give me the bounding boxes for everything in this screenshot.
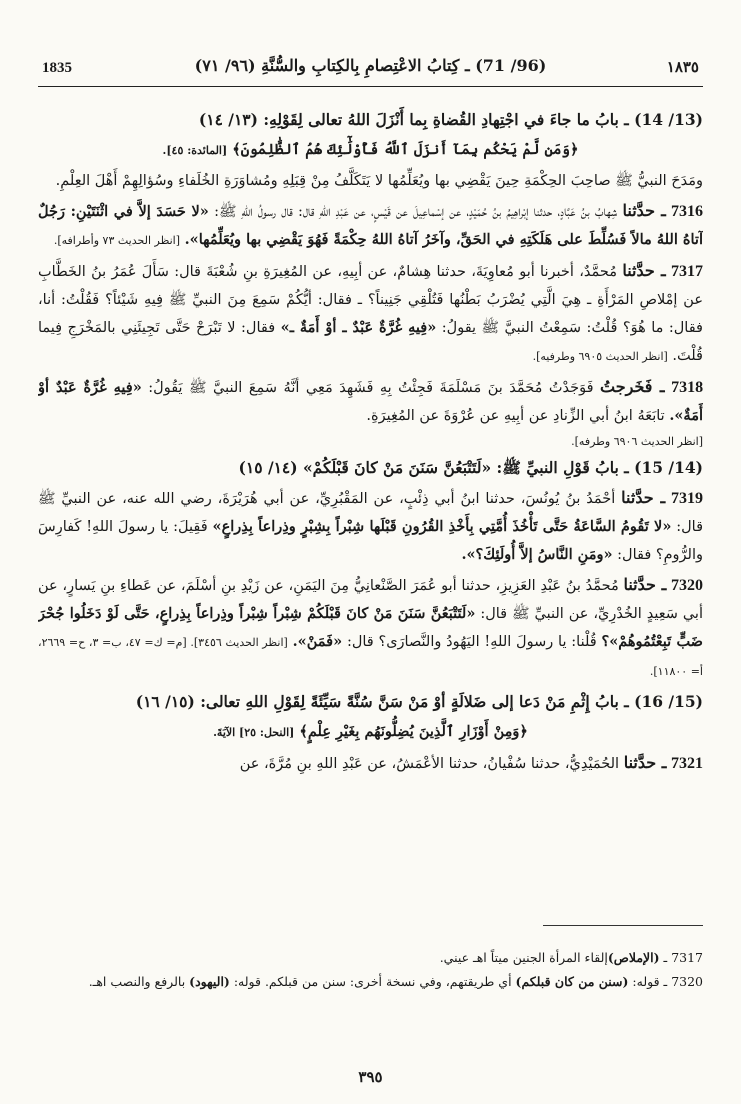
page-number-footer: ٣٩٥ <box>358 1068 383 1086</box>
hadith-text: شِهابُ بنُ عَبَّادٍ، حدثنا إبْراهِيمُ بنُ حُمَيْدٍ، عن إسْماعِيلَ عن قَيْسٍ، عن عَبْدِ اللهِ قال: قال رسولُ اللهِ ﷺ: <box>214 204 618 220</box>
hadith-keyword: ـ فَخَرجتُ <box>600 377 665 396</box>
footnote-7320 <box>38 970 703 994</box>
quran-verse-2 <box>38 718 703 747</box>
hadith-text-2: فَقِيلَ: يا رسولَ اللهِ! كَفارِسَ والرُّومِ؟ فقال: <box>38 519 703 563</box>
hadith-quote-2: «فَمَنْ». <box>292 633 343 650</box>
verse-text: ﴿وَمِنْ أَوْزَارِ ٱلَّذِينَ يُضِلُّونَهُم بِغَيْرِ عِلْمٍ﴾ <box>299 723 528 740</box>
quran-verse-1 <box>38 136 703 165</box>
hadith-keyword: ـ حدَّثنا <box>622 261 666 280</box>
hadith-quote: «لا تَقُومُ السَّاعَةُ حَتَّى تَأْخُذَ أُمَّتِي بِأَخْذِ القُرُونِ قَبْلَها شِبْراً بِشِبْرٍ وذِراعاً بِذِراعٍ» <box>212 518 672 535</box>
hadith-number: 7316 <box>671 203 703 220</box>
hadith-text-2: قُلْنا: يا رسولَ اللهِ! اليَهُودُ والنَّصارَى؟ قال: <box>346 634 597 650</box>
footnote-text: إلقاء المرأة الجنين ميتاً اهـ عيني. <box>439 950 608 965</box>
section-intro: ومَدَحَ النبيُّ ﷺ صاحِبَ الحِكْمَةِ حِينَ يَقْضِي بها ويُعَلِّمُها لا يَتَكَلَّفُ مِنْ قِبَلِهِ ومُشاوَرَةِ الخُلَفاءِ وسُؤالِهِمْ أَهْلَ العِلْمِ. <box>55 173 703 189</box>
page-header <box>38 50 703 87</box>
hadith-quote: «فِيهِ غُرَّةٌ عَبْدٌ ـ أوْ أَمَةٌ ـ» <box>280 319 437 336</box>
verse-text: ﴿وَمَن لَّمْ يَحْكُم بِمَآ أَنزَلَ ٱللَّهُ فَأُوْلَٰٓئِكَ هُمُ ٱلظَّٰلِمُونَ﴾ <box>232 141 579 158</box>
hadith-reference: [انظر الحديث ٧٣ وأطرافه]. <box>53 234 181 247</box>
footnote-text-2: بالرفع والنصب اهـ. <box>88 974 186 989</box>
running-title: (96/ 71) ـ كِتابُ الاعْتِصامِ بِالكِتابِ والسُّنَّةِ (٩٦/ ٧١) <box>194 56 547 75</box>
hadith-quote: «لَتَتْبَعُنَّ سَنَنَ مَنْ كانَ قَبْلَكُمْ شِبْراً شِبْراً وذِراعاً بِذِراعٍ، حَتَّى لَوْ دَخَلُوا جُحْرَ ضَبٍّ تَبِعْتُمُوهُمْ»؟ <box>38 605 703 650</box>
verse-reference: [المائدة: ٤٥]. <box>162 144 228 157</box>
hadith-text: فَوَجَدْتُ مُحَمَّدَ بنَ مَسْلَمَةَ فَجِئْتُ بِهِ فَشَهِدَ مَعِي أنَّهُ سَمِعَ النبيَّ ﷺ يَقُولُ: <box>148 380 594 396</box>
hadith-7317 <box>38 257 703 371</box>
hadith-reference: [انظر الحديث ٦٩٠٥ وطرفيه]. <box>532 350 668 363</box>
hadith-quote: «فِيهِ غُرَّةٌ عَبْدٌ أوْ أَمَةٌ». <box>38 379 703 424</box>
hadith-text: الحُمَيْدِيُّ، حدثنا سُفْيانُ، حدثنا الأعْمَشُ، عن عَبْدِ اللهِ بنِ مُرَّةَ، عن <box>239 756 620 772</box>
hadith-text: مُحمَّدٌ، أخبرنا أبو مُعاوِيَةَ، حدثنا هِشامٌ، عن أبِيهِ، عن المُغِيرَةِ بنِ شُعْبَةَ قال: سَأَلَ عُمَرُ بنُ الخَطَّابِ عن إمْلاصِ المَرْأَةِ ـ هِيَ الَّتِي يُضْرَبُ بَطْنُها فَتُلْقِي جَنِيناً؟ ـ فقال: أيُّكُمْ سَمِعَ مِنَ النبيِّ ﷺ فِيهِ شَيْئاً؟ فَقُلْتُ: أنا، فقال: ما هُوَ؟ قُلْتُ: سَمِعْتُ النبيَّ ﷺ يقولُ: <box>38 264 703 336</box>
footnote-divider <box>543 925 703 926</box>
section-heading-15: (15/ 16) ـ بابُ إِثْمِ مَنْ دَعا إلى ضَلالَةٍ أوْ مَنْ سَنَّ سُنَّةً سَيِّئَةً لِقَوْلِ اللهِ تعالى: (١٥/ ١٦) <box>135 692 703 711</box>
hadith-7319 <box>38 484 703 569</box>
footnote-7317 <box>38 946 703 970</box>
footnote-number: 7317 ـ <box>663 950 703 965</box>
hadith-number: 7319 <box>671 490 703 507</box>
footnote-text: أي طريقتهم، وفي نسخة أخرى: سنن من قبلكم. قوله: <box>233 974 512 989</box>
hadith-reference: [انظر الحديث ٣٤٥٦]. [م= ك= ٤٧، ب= ٣، ح= ٢٦٦٩، أ= ١١٨٠٠]. <box>38 636 703 678</box>
footnote-number: 7320 ـ قوله: <box>632 974 703 989</box>
hadith-7320 <box>38 571 703 686</box>
hadith-7318 <box>38 373 703 430</box>
hadith-text: أحْمَدُ بنُ يُونُسَ، حدثنا ابنُ أبي ذِئْبٍ، عن المَقْبُرِيِّ، عن أبي هُرَيْرَةَ، رضي الله عنه، عن النبيِّ ﷺ قال: <box>38 491 703 535</box>
hadith-keyword: ـ حدَّثنا <box>622 201 666 220</box>
hadith-number: 7320 <box>671 577 703 594</box>
hadith-number: 7317 <box>671 263 703 280</box>
main-text <box>38 106 703 919</box>
footnotes <box>38 946 703 994</box>
hadith-text-2: تابَعَهُ ابنُ أبي الزِّنادِ عن أبِيهِ عن عُرْوَةَ عن المُغِيرَةِ. <box>366 408 665 424</box>
hadith-keyword: ـ حدَّثنا <box>623 753 667 772</box>
hadith-7318-reference: [انظر الحديث ٦٩٠٦ وطرفه]. <box>571 435 703 448</box>
section-heading-13: (13/ 14) ـ بابُ ما جاءَ في اجْتِهادِ القُضاةِ بِما أَنْزَلَ اللهُ تعالى لِقَوْلِهِ: (١٣/ ١٤) <box>198 110 703 129</box>
hadith-text: مُحمَّدُ بنُ عَبْدِ العَزِيزِ، حدثنا أبو عُمَرَ الصَّنْعانِيُّ مِنَ اليَمَنِ، عن زَيْدِ بنِ أسْلَمَ، عن عَطاءِ بنِ يَسارٍ، عن أبي سَعِيدٍ الخُدْرِيِّ، عن النبيِّ ﷺ قال: <box>38 578 703 622</box>
hadith-quote-2: «ومَنِ النَّاسُ إلاَّ أُولَئِكَ؟». <box>461 546 613 563</box>
verse-reference: [النحل: ٢٥] الآيَةَ. <box>213 726 295 739</box>
section-heading-14: (14/ 15) ـ بابُ قَوْلِ النبيِّ ﷺ: «لَتَتْبَعُنَّ سَنَنَ مَنْ كانَ قَبْلَكُمْ» (١٤/ ١٥) <box>238 458 703 477</box>
page-number-latin: 1835 <box>42 60 72 76</box>
hadith-number: 7318 <box>671 379 703 396</box>
hadith-7316 <box>38 197 703 255</box>
hadith-text-2: فقال: لا تَبْرَحْ حَتَّى تَجِيئَنِي بالمَخْرَجِ فِيما قُلْتَ. <box>38 320 703 364</box>
hadith-keyword: ـ حدَّثنا <box>623 575 667 594</box>
hadith-7321 <box>38 749 703 778</box>
footnote-keyword: (الإملاص) <box>607 950 660 965</box>
footnote-keyword-2: (اليهود) <box>189 974 230 989</box>
hadith-quote: «لا حَسَدَ إلاَّ في اثْنَتَيْنِ: رَجُلٌ آتاهُ اللهُ مالاً فَسُلِّطَ على هَلَكَتِهِ في الحَقِّ، وآخَرُ آتاهُ اللهُ حِكْمَةً فَهُوَ يَقْضِي بها ويُعَلِّمُها». <box>38 203 703 248</box>
footnote-keyword: (سنن من كان قبلكم) <box>515 974 629 989</box>
hadith-number: 7321 <box>671 755 703 772</box>
hadith-keyword: ـ حدَّثنا <box>621 488 666 507</box>
page-number-arabic: ١٨٣٥ <box>666 58 699 76</box>
